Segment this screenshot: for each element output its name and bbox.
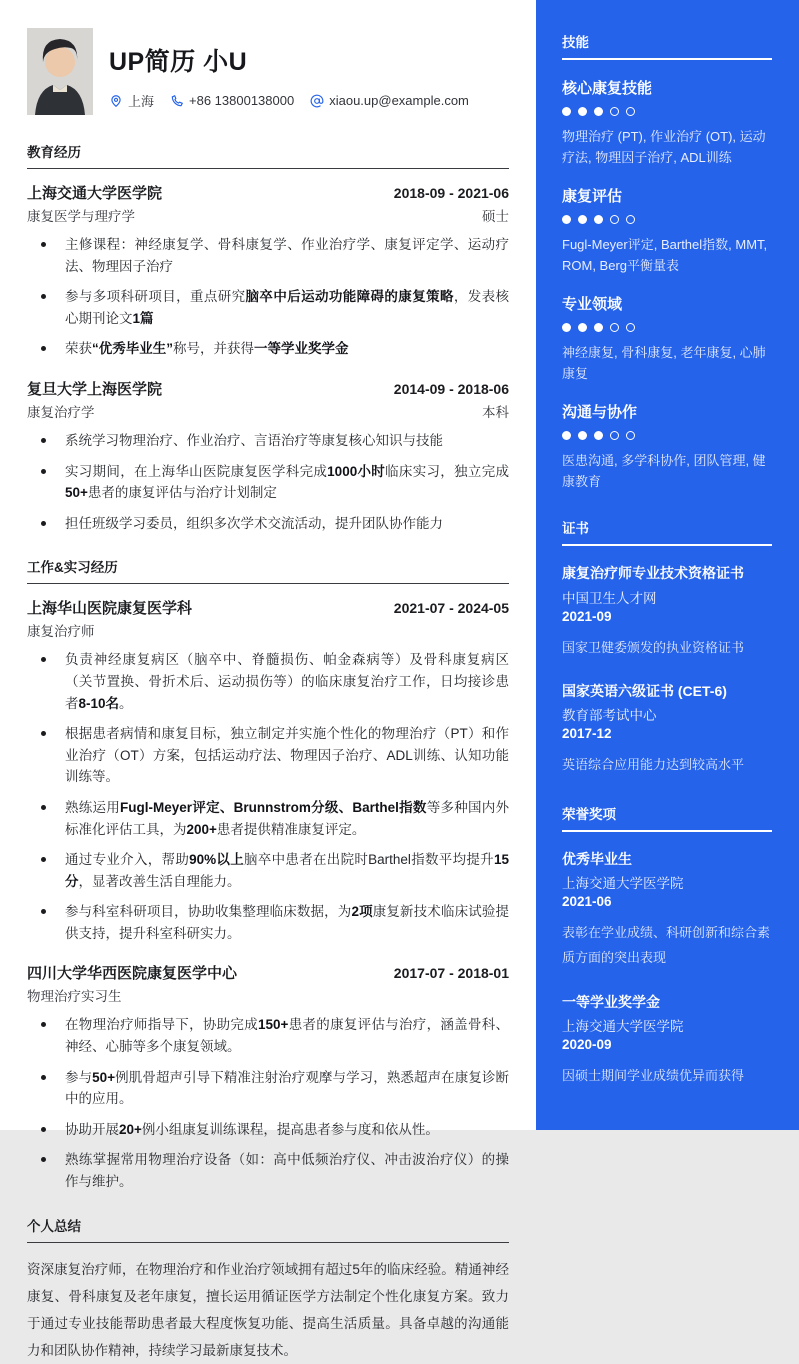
bullet-text: 担任班级学习委员，组织多次学术交流活动，提升团队协作能力 [65,515,443,531]
bullet-dot [41,521,46,526]
bullet-text: 。 [119,695,133,711]
sidebar-entry-date: 2017-12 [562,726,612,742]
bullet-text: 参与 [65,1069,93,1085]
sidebar-entry-name: 国家英语六级证书 (CET-6) [562,683,727,700]
degree-label: 硕士 [482,209,509,224]
bullet-item [27,797,509,840]
level-dot-empty [626,431,635,440]
bullet-bold-text: 50+ [65,485,88,501]
section-summary [27,1215,509,1364]
bullet-bold-text: 2项 [351,904,373,920]
bullet-bold-text: 1000小时 [327,463,386,479]
bullet-item [27,338,509,360]
work-title: 工作&实习经历 [27,556,509,584]
honors-title: 荣誉奖项 [562,803,772,832]
bullet-text: 通过专业介入，帮助 [65,852,190,868]
sidebar-entry-issuer: 教育部考试中心 [562,708,657,724]
level-dot-filled [562,431,571,440]
bullet-bold-text: 15分 [65,852,509,889]
level-dot-filled [578,431,587,440]
skill-items: 物理治疗 (PT), 作业治疗 (OT), 运动疗法, 物理因子治疗, ADL训练 [562,129,766,166]
location-pin-icon [109,94,123,108]
bullet-dot [41,469,46,474]
bullet-text: 协助开展 [65,1121,119,1137]
skill-level-dots [562,431,772,440]
skill-name: 核心康复技能 [562,80,653,97]
sidebar-entry-description: 英语综合应用能力达到较高水平 [562,757,745,773]
sidebar-entry-date: 2021-09 [562,608,612,624]
sidebar-entry [562,563,772,660]
entry-header [27,182,509,203]
date-range: 2014-09 - 2018-06 [393,380,509,397]
role-or-major: 康复医学与理疗学 [27,209,135,224]
sidebar-entry-name: 优秀毕业生 [562,850,632,867]
resume-header [27,28,509,115]
date-range: 2018-09 - 2021-06 [393,185,509,201]
level-dot-filled [562,323,571,332]
skill-items: 医患沟通, 多学科协作, 团队管理, 健康教育 [562,453,766,490]
entry-subheader [27,401,509,421]
experience-entry [27,378,509,534]
date-range: 2017-07 - 2018-01 [393,965,509,982]
level-dot-empty [610,215,619,224]
experience-entry [27,182,509,360]
bullet-text: 根据患者病情和康复目标，独立制定并实施个性化的物理治疗（PT）和作业治疗（OT）方案，包括运动疗法、物理因子治疗、ADL训练、认知功能训练等。 [65,726,509,785]
contact-email [310,93,469,108]
bullet-bold-text: 脑卒中后运动功能障碍的康复策略 [245,289,454,305]
location-text: 上海 [128,94,155,109]
level-dot-filled [578,323,587,332]
contact-location [109,91,154,110]
bullet-text: 熟练掌握常用物理治疗设备（如：高中低频治疗仪、冲击波治疗仪）的操作与维护。 [65,1152,509,1190]
honor-entries [562,849,772,1089]
bullet-text: 参与多项科研项目，重点研究 [65,289,246,305]
sidebar-entry-description: 因硕士期间学业成绩优异而获得 [562,1067,745,1083]
email-text: xiaou.up@example.com [329,93,469,108]
level-dot-empty [626,323,635,332]
bullet-text: ，发表核心期刊论文 [65,289,510,326]
sidebar-section-honors [562,803,772,1089]
sidebar-entry [562,849,772,971]
skill-group [562,185,772,276]
certificates-title: 证书 [562,517,772,546]
level-dot-filled [594,431,603,440]
bullet-dot [41,438,46,443]
section-work [27,556,509,1192]
bullet-dot [41,731,46,736]
bullet-text: 在物理治疗师指导下，协助完成 [65,1017,259,1033]
sidebar-entry-description: 表彰在学业成绩、科研创新和综合素质方面的突出表现 [562,924,771,966]
sidebar-entry-issuer: 上海交通大学医学院 [562,1018,684,1034]
bullet-dot [41,242,46,247]
bullet-dot [41,1127,46,1132]
bullet-text: 例肌骨超声引导下精准注射治疗观摩与学习，熟悉超声在康复诊断中的应用。 [65,1069,510,1107]
skill-group [562,293,772,384]
bullet-text: 康复新技术临床试验提供支持，提升科室科研实力。 [65,904,510,941]
bullet-item [27,234,509,277]
bullet-list [27,649,509,944]
bullet-text: 等多种国内外标准化评估工具，为 [65,799,509,837]
bullet-dot [41,1075,46,1080]
sidebar [536,0,799,1130]
organization-name: 上海华山医院康复医学科 [27,600,193,618]
sidebar-entry [562,992,772,1089]
bullet-item [27,723,509,788]
contact-row [109,91,477,110]
bullet-list [27,1014,509,1192]
bullet-item [27,649,509,714]
bullet-item [27,513,509,535]
skill-groups [562,77,772,492]
bullet-text: 熟练运用 [65,799,121,815]
bullet-bold-text: 一等学业奖学金 [254,341,349,357]
bullet-text: 患者提供精准康复评定。 [216,821,366,837]
phone-icon [170,94,184,108]
bullet-dot [41,857,46,862]
sidebar-entry-name: 一等学业奖学金 [562,993,660,1010]
bullet-item [27,901,509,944]
bullet-bold-text: 150+ [258,1017,289,1033]
bullet-list [27,430,509,534]
level-dot-empty [626,107,635,116]
bullet-text: ，显著改善生活自理能力。 [78,873,241,889]
experience-entry [27,962,509,1192]
level-dot-filled [594,323,603,332]
skill-name: 专业领域 [562,296,623,314]
level-dot-filled [594,215,603,224]
summary-text: 资深康复治疗师，在物理治疗和作业治疗领域拥有超过5年的临床经验。精通神经康复、骨科康复及老年康复，擅长运用循证医学方法制定个性化康复方案。致力于通过专业技能帮助患者最大程度恢复功能、提高生活质量。具备卓越的沟通能力和团队协作精神，持续学习最新康复技术。 [27,1261,509,1358]
education-title: 教育经历 [27,141,509,169]
level-dot-empty [610,323,619,332]
bullet-item [27,1067,509,1110]
bullet-bold-text: Fugl-Meyer评定、Brunnstrom分级、Barthel指数 [120,799,427,815]
bullet-bold-text: “优秀毕业生” [92,341,173,357]
entry-header [27,962,509,983]
skill-level-dots [562,107,772,116]
phone-text: +86 13800138000 [189,93,295,108]
bullet-dot [41,346,46,351]
level-dot-filled [562,215,571,224]
bullet-text: 实习期间，在上海华山医院康复医学科完成 [65,463,328,479]
summary-title: 个人总结 [27,1215,509,1243]
degree-label: 本科 [482,404,509,420]
entry-header [27,597,509,618]
sidebar-entry [562,681,772,778]
sidebar-section-certificates [562,517,772,777]
bullet-text: 负责神经康复病区（脑卒中、脊髓损伤、帕金森病等）及骨科康复病区（关节置换、骨折术后、运动损伤等）的临床康复治疗工作，日均接诊患者 [65,652,509,711]
entry-header [27,378,509,399]
level-dot-empty [610,107,619,116]
sidebar-entry-issuer: 上海交通大学医学院 [562,875,684,891]
bullet-item [27,286,509,329]
person-name: UP简历 小U [109,48,248,76]
bullet-text: 例小组康复训练课程，提高患者参与度和依从性。 [141,1121,439,1137]
bullet-item [27,461,509,504]
bullet-text: 临床实习，独立完成 [385,463,509,479]
role-or-major: 物理治疗实习生 [27,989,122,1005]
bullet-text: 患者的康复评估与治疗，涵盖骨科、神经、心肺等多个康复领域。 [65,1017,510,1055]
role-or-major: 康复治疗师 [27,624,95,640]
bullet-item [27,849,509,892]
bullet-bold-text: 20+ [119,1121,142,1137]
bullet-dot [41,1022,46,1027]
sidebar-entry-issuer: 中国卫生人才网 [562,590,657,606]
sidebar-entry-date: 2020-09 [562,1036,612,1052]
skill-name: 康复评估 [562,188,623,206]
bullet-bold-text: 90%以上 [189,852,245,868]
skill-name: 沟通与协作 [562,404,638,422]
entry-subheader [27,620,509,640]
bullet-bold-text: 200+ [186,821,217,837]
experience-entry [27,597,509,944]
organization-name: 四川大学华西医院康复医学中心 [27,965,238,983]
bullet-text: 参与科室科研项目，协助收集整理临床数据，为 [65,904,352,920]
bullet-text: 患者的康复评估与治疗计划制定 [87,485,277,501]
skill-level-dots [562,323,772,332]
contact-phone [170,93,294,108]
profile-photo [27,28,93,115]
sidebar-section-skills [562,31,772,492]
bullet-list [27,234,509,360]
bullet-text: 脑卒中患者在出院时Barthel指数平均提升 [244,852,494,868]
date-range: 2021-07 - 2024-05 [393,600,509,617]
work-entries [27,597,509,1192]
skill-group [562,401,772,492]
level-dot-empty [610,431,619,440]
bullet-text: 系统学习物理治疗、作业治疗、言语治疗等康复核心知识与技能 [65,432,443,448]
bullet-bold-text: 1篇 [132,310,154,326]
skills-title: 技能 [562,31,772,60]
organization-name: 上海交通大学医学院 [27,185,163,202]
bullet-bold-text: 8-10名 [78,695,120,711]
bullet-dot [41,657,46,662]
skill-items: 神经康复, 骨科康复, 老年康复, 心肺康复 [562,345,766,382]
section-education [27,141,509,534]
sidebar-entry-date: 2021-06 [562,893,612,909]
bullet-dot [41,294,46,299]
sidebar-entry-description: 国家卫健委颁发的执业资格证书 [562,639,745,655]
bullet-item [27,1149,509,1192]
bullet-text: 称号，并获得 [173,341,254,357]
level-dot-filled [562,107,571,116]
skill-items: Fugl-Meyer评定, Barthel指数, MMT, ROM, Berg平衡量表 [562,237,768,274]
sidebar-entry-name: 康复治疗师专业技术资格证书 [562,565,744,582]
bullet-bold-text: 50+ [92,1069,116,1085]
bullet-dot [41,805,46,810]
skill-level-dots [562,215,772,224]
skill-group [562,77,772,168]
certificate-entries [562,563,772,777]
bullet-dot [41,909,46,914]
bullet-item [27,1014,509,1057]
entry-subheader [27,985,509,1005]
level-dot-empty [626,215,635,224]
bullet-text: 荣获 [65,341,92,357]
entry-subheader [27,205,509,225]
level-dot-filled [578,107,587,116]
level-dot-filled [578,215,587,224]
bullet-text: 主修课程：神经康复学、骨科康复学、作业治疗学、康复评定学、运动疗法、物理因子治疗 [65,237,509,274]
organization-name: 复旦大学上海医学院 [27,380,163,398]
level-dot-filled [594,107,603,116]
at-sign-icon [310,94,324,108]
bullet-item [27,430,509,452]
header-identity [93,28,477,110]
bullet-item [27,1119,509,1141]
role-or-major: 康复治疗学 [27,404,95,420]
bullet-dot [41,1157,46,1162]
education-entries [27,182,509,534]
